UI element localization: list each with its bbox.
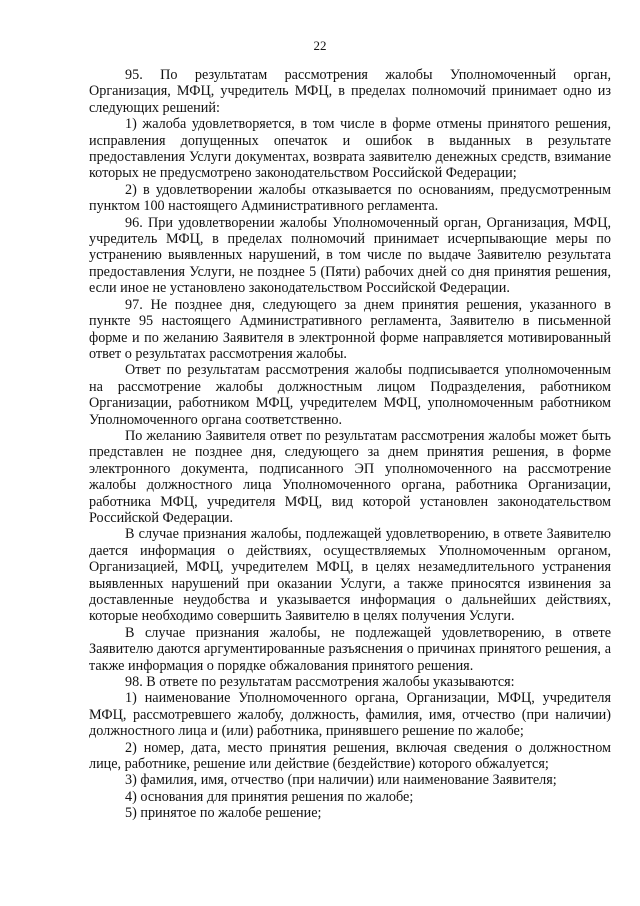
paragraph-97-rejected: В случае признания жалобы, не подлежащей удовлетворению, в ответе Заявителю даются аргументированные разъяснения о причинах принятого решения, а также информация о порядке обжалования принятого решения. xyxy=(89,624,611,674)
paragraph-98-item-1: 1) наименование Уполномоченного органа, Организации, МФЦ, учредителя МФЦ, рассмотревшего жалобу, должность, фамилия, имя, отчество (при наличии) должностного лица и (или) работника, принявшего решение по жалобе; xyxy=(89,690,611,740)
paragraph-97: 97. Не позднее дня, следующего за днем принятия решения, указанного в пункте 95 настоящего Административного регламента, Заявителю в письменной форме и по желанию Заявителя в электронной форме направляется мотивированный ответ о результатах рассмотрения жалобы. xyxy=(89,296,611,362)
paragraph-95-item-1: 1) жалоба удовлетворяется, в том числе в форме отмены принятого решения, исправления допущенных опечаток и ошибок в выданных в результате предоставления Услуги документах, возврата заявителю денежных средств, взимание которых не предусмотрено законодательством Российской Федерации; xyxy=(89,116,611,182)
paragraph-95-item-2: 2) в удовлетворении жалобы отказывается по основаниям, предусмотренным пунктом 100 настоящего Административного регламента. xyxy=(89,181,611,215)
paragraph-97-electronic: По желанию Заявителя ответ по результатам рассмотрения жалобы может быть представлен не позднее дня, следующего за днем принятия решения, в форме электронного документа, подписанного ЭП уполномоченного на рассмотрение жалобы должностного лица Уполномоченного органа, работника Организации, работника МФЦ, учредителя МФЦ, вид которой установлен законодательством Российской Федерации. xyxy=(89,427,611,526)
document-body xyxy=(89,67,611,822)
paragraph-98-item-4: 4) основания для принятия решения по жалобе; xyxy=(125,788,414,805)
paragraph-98-item-2: 2) номер, дата, место принятия решения, включая сведения о должностном лице, работнике, решение или действие (бездействие) которого обжалуется; xyxy=(89,739,611,773)
paragraph-97-satisfied: В случае признания жалобы, подлежащей удовлетворению, в ответе Заявителю дается информация о действиях, осуществляемых Уполномоченным органом, Организацией, МФЦ, учредителем МФЦ, в целях незамедлительного устранения выявленных нарушений при оказании Услуги, а также приносятся извинения за доставленные неудобства и указывается информация о дальнейших действиях, которые необходимо совершить Заявителю в целях получения Услуги. xyxy=(89,526,611,625)
paragraph-95: 95. По результатам рассмотрения жалобы Уполномоченный орган, Организация, МФЦ, учредитель МФЦ, в пределах полномочий принимает одно из следующих решений: xyxy=(89,67,611,116)
page-number: 22 xyxy=(313,38,327,53)
paragraph-96: 96. При удовлетворении жалобы Уполномоченный орган, Организация, МФЦ, учредитель МФЦ, в пределах полномочий принимает исчерпывающие меры по устранению выявленных нарушений, в том числе по выдаче Заявителю результата предоставления Услуги, не позднее 5 (Пяти) рабочих дней со дня принятия решения, если иное не установлено законодательством Российской Федерации. xyxy=(89,214,611,297)
paragraph-97-signing: Ответ по результатам рассмотрения жалобы подписывается уполномоченным на рассмотрение жалобы должностным лицом Подразделения, работником Организации, работником МФЦ, учредителем МФЦ, уполномоченным работником Уполномоченного органа соответственно. xyxy=(89,362,611,428)
paragraph-98-item-5: 5) принятое по жалобе решение; xyxy=(125,805,322,822)
paragraph-98: 98. В ответе по результатам рассмотрения жалобы указываются: xyxy=(125,674,515,691)
paragraph-98-item-3: 3) фамилия, имя, отчество (при наличии) или наименование Заявителя; xyxy=(125,772,557,789)
